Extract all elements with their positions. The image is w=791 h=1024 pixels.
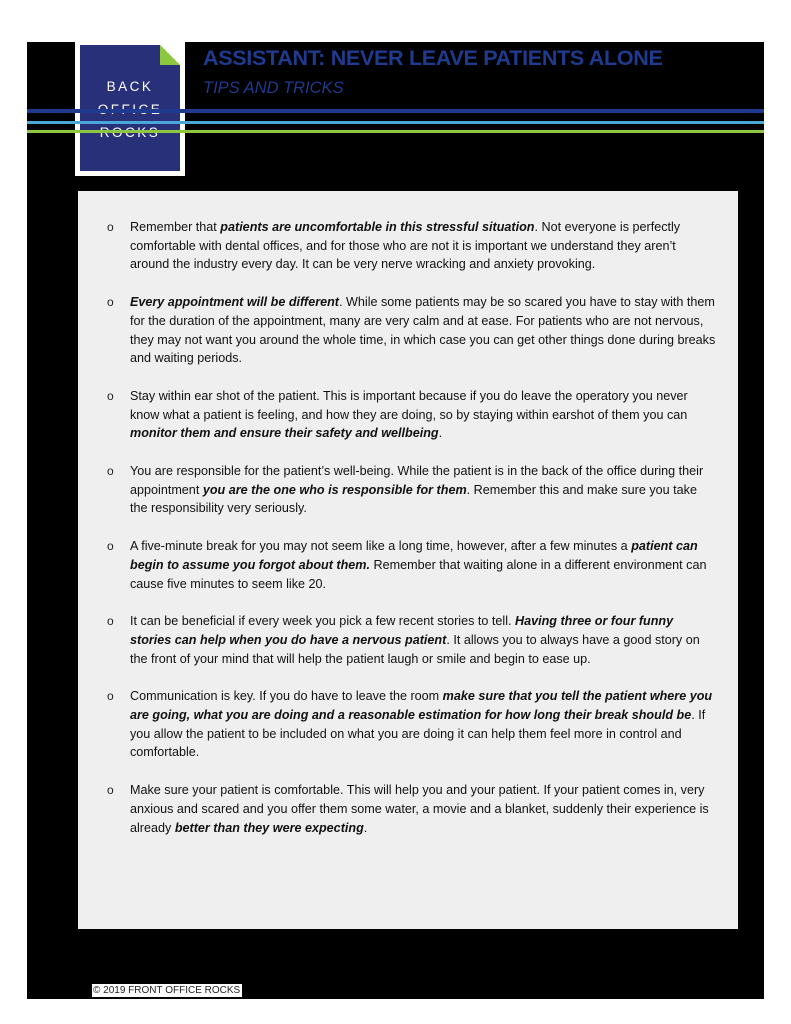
tip-emphasis: Every appointment will be different [130, 295, 340, 310]
tip-item [78, 293, 738, 368]
tip-text: Make sure your patient is comfortable. This will help you and your patient. If your patient comes in, very anxious and scared and you offer them some water, a movie and a blanket, suddenly their experience is already [130, 783, 709, 835]
tip-text: Communication is key. If you do have to leave the room [130, 689, 443, 704]
tip-emphasis: Having three or four funny stories can help when you do have a nervous patient [130, 614, 674, 647]
tip-text: It can be beneficial if every week you pick a few recent stories to tell. [130, 614, 515, 629]
header-stripe-green [27, 130, 764, 133]
tips-list [78, 218, 738, 856]
tip-text: A five-minute break for you may not seem like a long time, however, after a few minutes a [130, 539, 632, 554]
bullet-icon: o [107, 539, 114, 554]
bullet-icon: o [107, 295, 114, 310]
tip-text: . Not everyone is perfectly comfortable with dental offices, and for those who are not it is important we understand they aren’t around the industry every day. It can be very nerve wracking and anxiety provoking. [130, 220, 681, 272]
tip-item [78, 462, 738, 518]
tip-text: . While some patients may be so scared you have to stay with them for the duration of the appointment, many are very calm and at ease. For patients who are not nervous, they may not want you around the whole time, in which case you can get other things done during breaks and waiting periods. [130, 295, 716, 366]
tip-emphasis: monitor them and ensure their safety and wellbeing [130, 426, 439, 441]
bullet-icon: o [107, 388, 114, 403]
tip-text: . If you allow the patient to be included on what you are doing it can help them feel more in control and comfortable. [130, 708, 706, 760]
logo-corner-fold [160, 45, 180, 65]
page-subtitle: TIPS AND TRICKS [203, 79, 344, 97]
tip-text: . [363, 820, 368, 835]
bullet-icon: o [107, 614, 114, 629]
bullet-icon: o [107, 783, 114, 798]
tip-item [78, 612, 738, 668]
tip-item [78, 687, 738, 762]
tip-item [78, 537, 738, 593]
tip-item [78, 218, 738, 274]
company-logo [75, 40, 185, 176]
tip-text: . [438, 426, 443, 441]
tip-text: . It allows you to always have a good story on the front of your mind that will help the patient laugh or smile and begin to ease up. [130, 632, 700, 666]
tip-item [78, 387, 738, 443]
tip-emphasis: make sure that you tell the patient where you are going, what you are doing and a reasonable estimation for how long their break should be [130, 689, 713, 723]
content-panel [78, 191, 738, 929]
bullet-icon: o [107, 220, 114, 234]
page-title: ASSISTANT: NEVER LEAVE PATIENTS ALONE [203, 46, 663, 70]
header-stripe-navy [27, 109, 764, 113]
bullet-icon: o [107, 689, 114, 704]
bullet-icon: o [107, 464, 114, 479]
tip-text: Remember that waiting alone in a different environment can cause five minutes to seem like 20. [130, 557, 707, 591]
tip-emphasis: better than they were expecting [174, 820, 364, 835]
tip-emphasis: patient can begin to assume you forgot about them. [130, 539, 698, 572]
tip-emphasis: patients are uncomfortable in this stressful situation [220, 220, 535, 234]
copyright-footer: © 2019 FRONT OFFICE ROCKS [93, 985, 241, 996]
tip-text: Remember that [130, 220, 221, 234]
tip-emphasis: you are the one who is responsible for them [202, 482, 467, 497]
tip-item [78, 781, 738, 837]
logo-line-1: BACK [106, 79, 154, 94]
header-stripe-blue [27, 121, 764, 124]
tip-text: . Remember this and make sure you take the responsibility very seriously. [130, 482, 697, 516]
tip-text: Stay within ear shot of the patient. This is important because if you do leave the operatory you never know what a patient is feeling, and how they are doing, so by staying within earshot of them you can [130, 388, 688, 422]
tip-text: You are responsible for the patient’s well-being. While the patient is in the back of the office during their appointment [130, 464, 704, 497]
